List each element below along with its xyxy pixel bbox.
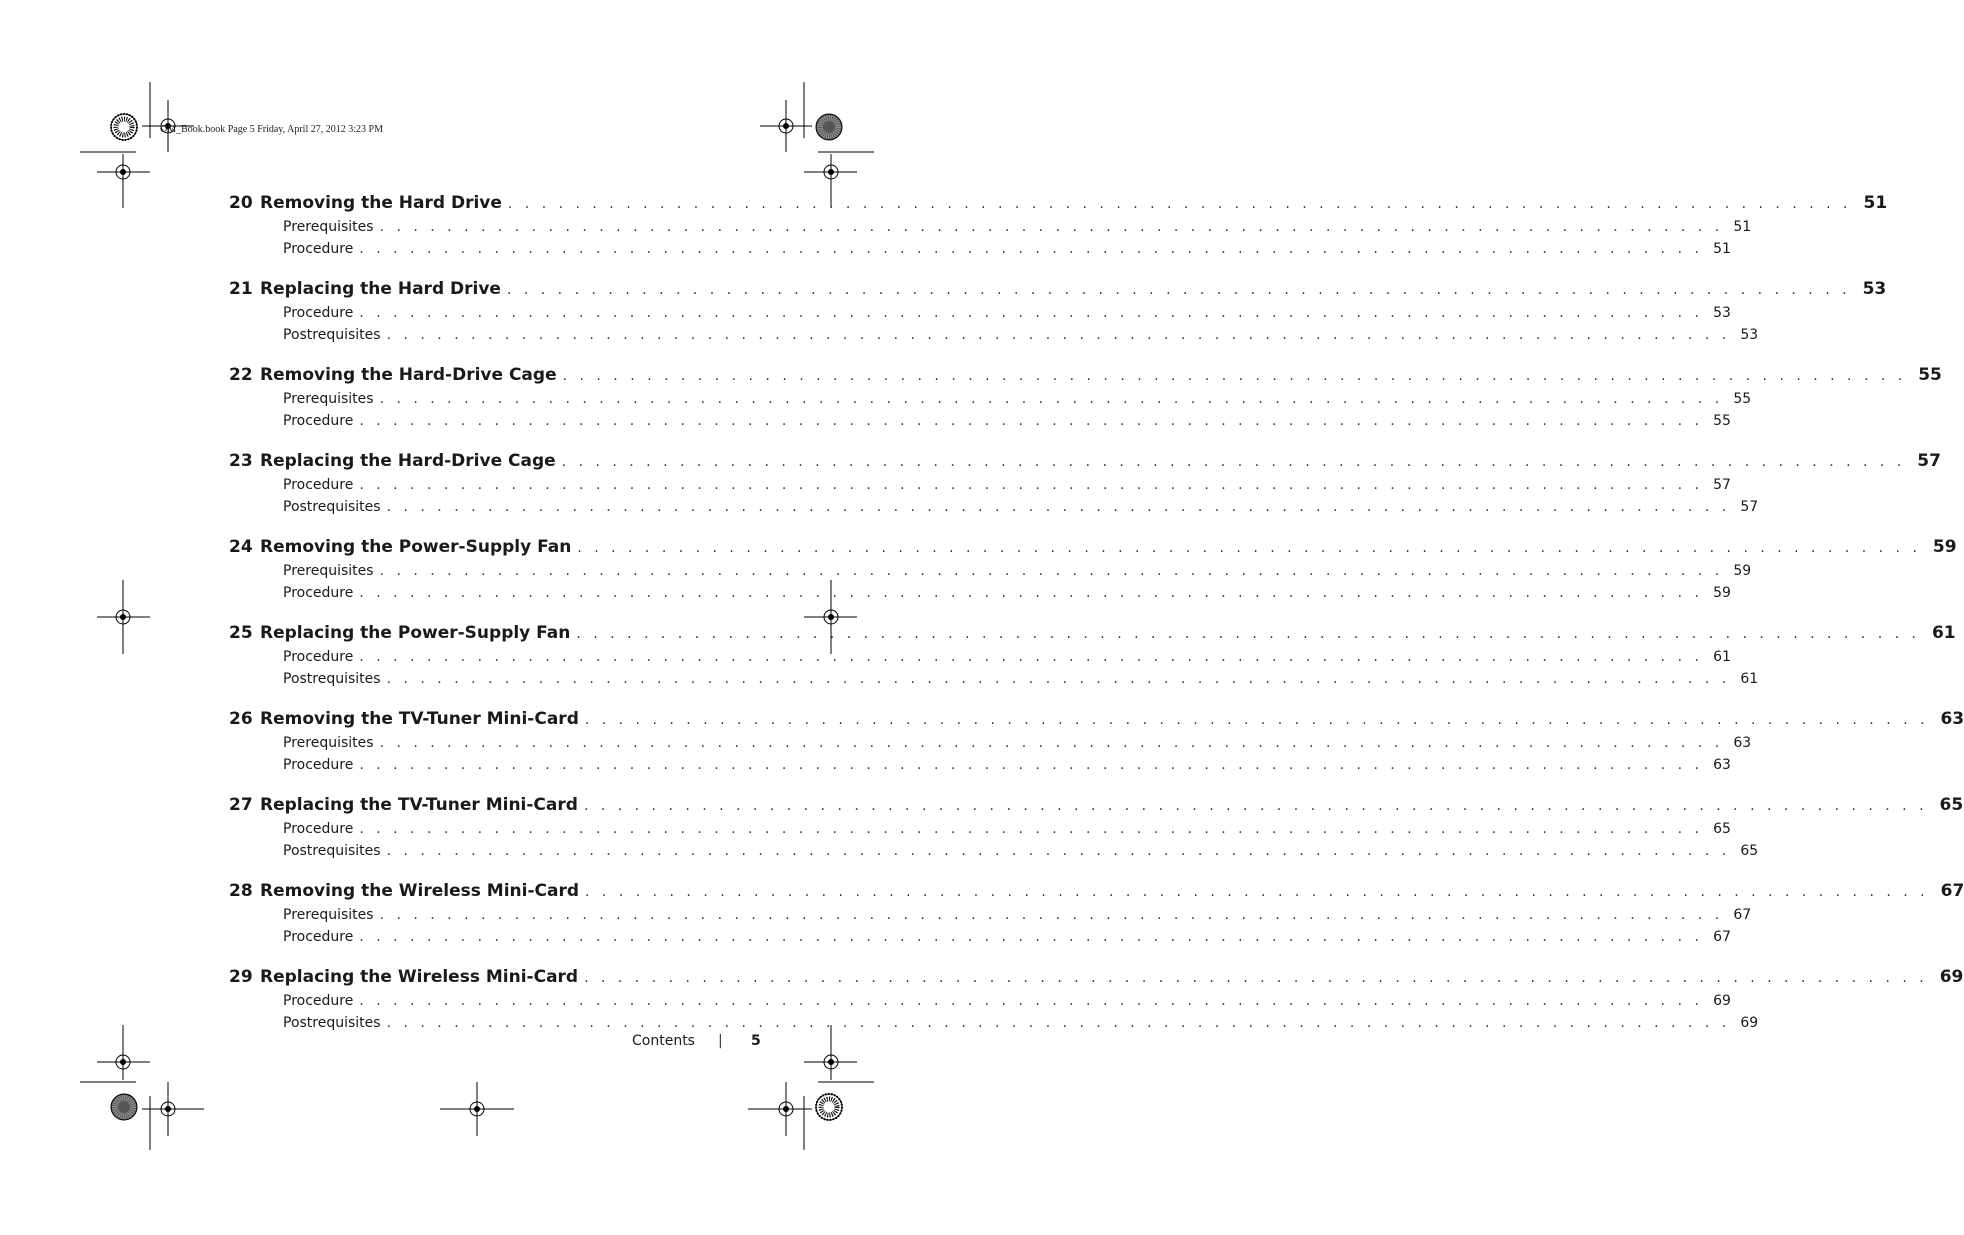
toc-chapter-entry[interactable] <box>229 878 1964 904</box>
chapter-number: 21 <box>229 279 253 299</box>
toc-chapter-entry[interactable] <box>229 620 1956 646</box>
section-title: Procedure <box>283 821 354 837</box>
chapter-page-number: 51 <box>1863 193 1888 213</box>
toc-section-entry[interactable] <box>229 388 1752 410</box>
section-title: Prerequisites <box>283 563 374 579</box>
footer-page-number: 5 <box>751 1033 761 1049</box>
toc-chapter <box>229 276 1887 346</box>
section-title: Postrequisites <box>283 1015 381 1031</box>
section-title: Procedure <box>283 993 354 1009</box>
section-title: Procedure <box>283 585 354 601</box>
section-title: Postrequisites <box>283 499 381 515</box>
dot-leader: . . . . . . . . . . . . . . . . . . . . . . . . . . . . . . . . . . . . . . . . . . . . . . . . . . . . . . . . . . . . . . . . . . . . . . . . . . . . . . . . <box>584 712 1929 728</box>
section-title: Procedure <box>283 649 354 665</box>
dot-leader: . . . . . . . . . . . . . . . . . . . . . . . . . . . . . . . . . . . . . . . . . . . . . . . . . . . . . . . . . . . . . . . . . . . . . . . . . . . . . . . . <box>507 196 1852 212</box>
chapter-page-number: 55 <box>1918 365 1942 385</box>
chapter-number: 27 <box>229 795 253 815</box>
dot-leader: . . . . . . . . . . . . . . . . . . . . . . . . . . . . . . . . . . . . . . . . . . . . . . . . . . . . . . . . . . . . . . . . . . . . . . . . . . . . . . . . <box>379 735 1724 751</box>
dot-leader: . . . . . . . . . . . . . . . . . . . . . . . . . . . . . . . . . . . . . . . . . . . . . . . . . . . . . . . . . . . . . . . . . . . . . . . . . . . . . . . . <box>359 821 1703 837</box>
dot-leader: . . . . . . . . . . . . . . . . . . . . . . . . . . . . . . . . . . . . . . . . . . . . . . . . . . . . . . . . . . . . . . . . . . . . . . . . . . . . . . . . <box>386 671 1731 687</box>
section-page-number: 67 <box>1733 907 1752 923</box>
chapter-title: Removing the Hard Drive <box>260 193 502 213</box>
section-title: Postrequisites <box>283 327 381 343</box>
toc-section-entry[interactable] <box>229 754 1731 776</box>
section-page-number: 65 <box>1740 843 1759 859</box>
section-title: Procedure <box>283 305 354 321</box>
dot-leader: . . . . . . . . . . . . . . . . . . . . . . . . . . . . . . . . . . . . . . . . . . . . . . . . . . . . . . . . . . . . . . . . . . . . . . . . . . . . . . . . <box>577 540 1921 556</box>
chapter-number: 28 <box>229 881 253 901</box>
dot-leader: . . . . . . . . . . . . . . . . . . . . . . . . . . . . . . . . . . . . . . . . . . . . . . . . . . . . . . . . . . . . . . . . . . . . . . . . . . . . . . . . <box>359 305 1703 321</box>
chapter-title: Replacing the TV-Tuner Mini-Card <box>260 795 578 815</box>
section-title: Procedure <box>283 757 354 773</box>
table-of-contents <box>229 190 1964 1050</box>
chapter-number: 25 <box>229 623 253 643</box>
dot-leader: . . . . . . . . . . . . . . . . . . . . . . . . . . . . . . . . . . . . . . . . . . . . . . . . . . . . . . . . . . . . . . . . . . . . . . . . . . . . . . . . <box>359 413 1703 429</box>
dot-leader: . . . . . . . . . . . . . . . . . . . . . . . . . . . . . . . . . . . . . . . . . . . . . . . . . . . . . . . . . . . . . . . . . . . . . . . . . . . . . . . . <box>359 477 1703 493</box>
section-page-number: 67 <box>1713 929 1731 945</box>
toc-section-entry[interactable] <box>229 904 1752 926</box>
toc-section-entry[interactable] <box>229 926 1731 948</box>
toc-section-entry[interactable] <box>229 582 1731 604</box>
toc-chapter-entry[interactable] <box>229 362 1942 388</box>
toc-section-entry[interactable] <box>229 474 1731 496</box>
toc-chapter-entry[interactable] <box>229 190 1888 216</box>
dot-leader: . . . . . . . . . . . . . . . . . . . . . . . . . . . . . . . . . . . . . . . . . . . . . . . . . . . . . . . . . . . . . . . . . . . . . . . . . . . . . . . . <box>359 649 1703 665</box>
toc-section-entry[interactable] <box>229 238 1731 260</box>
section-title: Procedure <box>283 413 354 429</box>
chapter-title: Replacing the Hard-Drive Cage <box>260 451 556 471</box>
toc-section-entry[interactable] <box>229 560 1752 582</box>
section-page-number: 57 <box>1713 477 1731 493</box>
section-page-number: 59 <box>1713 585 1731 601</box>
toc-section-entry[interactable] <box>229 646 1731 668</box>
section-page-number: 69 <box>1740 1015 1759 1031</box>
section-title: Prerequisites <box>283 391 374 407</box>
toc-chapter <box>229 620 1956 690</box>
chapter-number: 22 <box>229 365 253 385</box>
chapter-page-number: 67 <box>1940 881 1964 901</box>
dot-leader: . . . . . . . . . . . . . . . . . . . . . . . . . . . . . . . . . . . . . . . . . . . . . . . . . . . . . . . . . . . . . . . . . . . . . . . . . . . . . . . . <box>583 798 1928 814</box>
toc-section-entry[interactable] <box>229 1012 1759 1034</box>
toc-chapter-entry[interactable] <box>229 706 1964 732</box>
toc-section-entry[interactable] <box>229 668 1759 690</box>
chapter-page-number: 57 <box>1917 451 1941 471</box>
section-page-number: 61 <box>1740 671 1759 687</box>
toc-chapter <box>229 878 1964 948</box>
section-title: Prerequisites <box>283 907 374 923</box>
chapter-title: Removing the Power-Supply Fan <box>260 537 572 557</box>
toc-chapter-entry[interactable] <box>229 534 1957 560</box>
section-page-number: 53 <box>1713 305 1731 321</box>
section-page-number: 59 <box>1733 563 1752 579</box>
section-title: Prerequisites <box>283 735 374 751</box>
dot-leader: . . . . . . . . . . . . . . . . . . . . . . . . . . . . . . . . . . . . . . . . . . . . . . . . . . . . . . . . . . . . . . . . . . . . . . . . . . . . . . . . <box>386 1015 1731 1031</box>
section-page-number: 69 <box>1713 993 1731 1009</box>
dot-leader: . . . . . . . . . . . . . . . . . . . . . . . . . . . . . . . . . . . . . . . . . . . . . . . . . . . . . . . . . . . . . . . . . . . . . . . . . . . . . . . . <box>386 843 1731 859</box>
toc-section-entry[interactable] <box>229 840 1759 862</box>
dot-leader: . . . . . . . . . . . . . . . . . . . . . . . . . . . . . . . . . . . . . . . . . . . . . . . . . . . . . . . . . . . . . . . . . . . . . . . . . . . . . . . . <box>562 368 1907 384</box>
footer-separator: | <box>718 1033 723 1049</box>
section-page-number: 51 <box>1733 219 1752 235</box>
section-title: Postrequisites <box>283 671 381 687</box>
dot-leader: . . . . . . . . . . . . . . . . . . . . . . . . . . . . . . . . . . . . . . . . . . . . . . . . . . . . . . . . . . . . . . . . . . . . . . . . . . . . . . . . <box>386 499 1731 515</box>
section-page-number: 51 <box>1713 241 1731 257</box>
toc-chapter-entry[interactable] <box>229 792 1964 818</box>
dot-leader: . . . . . . . . . . . . . . . . . . . . . . . . . . . . . . . . . . . . . . . . . . . . . . . . . . . . . . . . . . . . . . . . . . . . . . . . . . . . . . . . <box>359 757 1703 773</box>
dot-leader: . . . . . . . . . . . . . . . . . . . . . . . . . . . . . . . . . . . . . . . . . . . . . . . . . . . . . . . . . . . . . . . . . . . . . . . . . . . . . . . . <box>359 585 1703 601</box>
chapter-title: Removing the Wireless Mini-Card <box>260 881 580 901</box>
footer-section-label: Contents <box>632 1033 695 1049</box>
dot-leader: . . . . . . . . . . . . . . . . . . . . . . . . . . . . . . . . . . . . . . . . . . . . . . . . . . . . . . . . . . . . . . . . . . . . . . . . . . . . . . . . <box>561 454 1906 470</box>
toc-chapter <box>229 964 1964 1034</box>
toc-section-entry[interactable] <box>229 496 1759 518</box>
chapter-number: 20 <box>229 193 253 213</box>
section-page-number: 53 <box>1740 327 1759 343</box>
section-title: Postrequisites <box>283 843 381 859</box>
chapter-number: 23 <box>229 451 253 471</box>
section-title: Procedure <box>283 241 354 257</box>
section-title: Procedure <box>283 477 354 493</box>
chapter-page-number: 59 <box>1932 537 1957 557</box>
chapter-page-number: 63 <box>1940 709 1964 729</box>
toc-chapter <box>229 190 1888 260</box>
section-page-number: 65 <box>1713 821 1731 837</box>
toc-chapter <box>229 534 1957 604</box>
toc-chapter <box>229 448 1941 518</box>
chapter-number: 24 <box>229 537 253 557</box>
dot-leader: . . . . . . . . . . . . . . . . . . . . . . . . . . . . . . . . . . . . . . . . . . . . . . . . . . . . . . . . . . . . . . . . . . . . . . . . . . . . . . . . <box>584 970 1928 986</box>
dot-leader: . . . . . . . . . . . . . . . . . . . . . . . . . . . . . . . . . . . . . . . . . . . . . . . . . . . . . . . . . . . . . . . . . . . . . . . . . . . . . . . . <box>359 241 1703 257</box>
dot-leader: . . . . . . . . . . . . . . . . . . . . . . . . . . . . . . . . . . . . . . . . . . . . . . . . . . . . . . . . . . . . . . . . . . . . . . . . . . . . . . . . <box>379 563 1724 579</box>
toc-section-entry[interactable] <box>229 324 1759 346</box>
toc-chapter-entry[interactable] <box>229 448 1941 474</box>
toc-chapter <box>229 792 1964 862</box>
toc-section-entry[interactable] <box>229 302 1731 324</box>
toc-chapter-entry[interactable] <box>229 964 1964 990</box>
chapter-number: 26 <box>229 709 253 729</box>
toc-section-entry[interactable] <box>229 732 1752 754</box>
chapter-page-number: 61 <box>1931 623 1956 643</box>
chapter-title: Replacing the Power-Supply Fan <box>260 623 571 643</box>
toc-section-entry[interactable] <box>229 216 1752 238</box>
section-page-number: 55 <box>1713 413 1731 429</box>
toc-chapter <box>229 362 1942 432</box>
dot-leader: . . . . . . . . . . . . . . . . . . . . . . . . . . . . . . . . . . . . . . . . . . . . . . . . . . . . . . . . . . . . . . . . . . . . . . . . . . . . . . . . <box>576 626 1920 642</box>
chapter-title: Replacing the Wireless Mini-Card <box>260 967 579 987</box>
toc-chapter <box>229 706 1964 776</box>
section-title: Procedure <box>283 929 354 945</box>
section-page-number: 57 <box>1740 499 1759 515</box>
toc-section-entry[interactable] <box>229 410 1731 432</box>
dot-leader: . . . . . . . . . . . . . . . . . . . . . . . . . . . . . . . . . . . . . . . . . . . . . . . . . . . . . . . . . . . . . . . . . . . . . . . . . . . . . . . . <box>379 391 1724 407</box>
section-page-number: 63 <box>1713 757 1731 773</box>
dot-leader: . . . . . . . . . . . . . . . . . . . . . . . . . . . . . . . . . . . . . . . . . . . . . . . . . . . . . . . . . . . . . . . . . . . . . . . . . . . . . . . . <box>379 219 1724 235</box>
toc-section-entry[interactable] <box>229 818 1731 840</box>
dot-leader: . . . . . . . . . . . . . . . . . . . . . . . . . . . . . . . . . . . . . . . . . . . . . . . . . . . . . . . . . . . . . . . . . . . . . . . . . . . . . . . . <box>386 327 1731 343</box>
chapter-title: Replacing the Hard Drive <box>260 279 501 299</box>
section-page-number: 55 <box>1733 391 1752 407</box>
dot-leader: . . . . . . . . . . . . . . . . . . . . . . . . . . . . . . . . . . . . . . . . . . . . . . . . . . . . . . . . . . . . . . . . . . . . . . . . . . . . . . . . <box>585 884 1929 900</box>
chapter-title: Removing the Hard-Drive Cage <box>260 365 557 385</box>
dot-leader: . . . . . . . . . . . . . . . . . . . . . . . . . . . . . . . . . . . . . . . . . . . . . . . . . . . . . . . . . . . . . . . . . . . . . . . . . . . . . . . . <box>359 929 1703 945</box>
chapter-page-number: 65 <box>1939 795 1964 815</box>
chapter-page-number: 53 <box>1862 279 1887 299</box>
section-page-number: 63 <box>1733 735 1752 751</box>
dot-leader: . . . . . . . . . . . . . . . . . . . . . . . . . . . . . . . . . . . . . . . . . . . . . . . . . . . . . . . . . . . . . . . . . . . . . . . . . . . . . . . . <box>506 282 1851 298</box>
dot-leader: . . . . . . . . . . . . . . . . . . . . . . . . . . . . . . . . . . . . . . . . . . . . . . . . . . . . . . . . . . . . . . . . . . . . . . . . . . . . . . . . <box>359 993 1703 1009</box>
print-slug: OM_Book.book Page 5 Friday, April 27, 2012 3:23 PM <box>160 124 383 135</box>
section-title: Prerequisites <box>283 219 374 235</box>
toc-section-entry[interactable] <box>229 990 1731 1012</box>
chapter-title: Removing the TV-Tuner Mini-Card <box>260 709 579 729</box>
chapter-number: 29 <box>229 967 253 987</box>
chapter-page-number: 69 <box>1939 967 1964 987</box>
section-page-number: 61 <box>1713 649 1731 665</box>
dot-leader: . . . . . . . . . . . . . . . . . . . . . . . . . . . . . . . . . . . . . . . . . . . . . . . . . . . . . . . . . . . . . . . . . . . . . . . . . . . . . . . . <box>379 907 1724 923</box>
toc-chapter-entry[interactable] <box>229 276 1887 302</box>
